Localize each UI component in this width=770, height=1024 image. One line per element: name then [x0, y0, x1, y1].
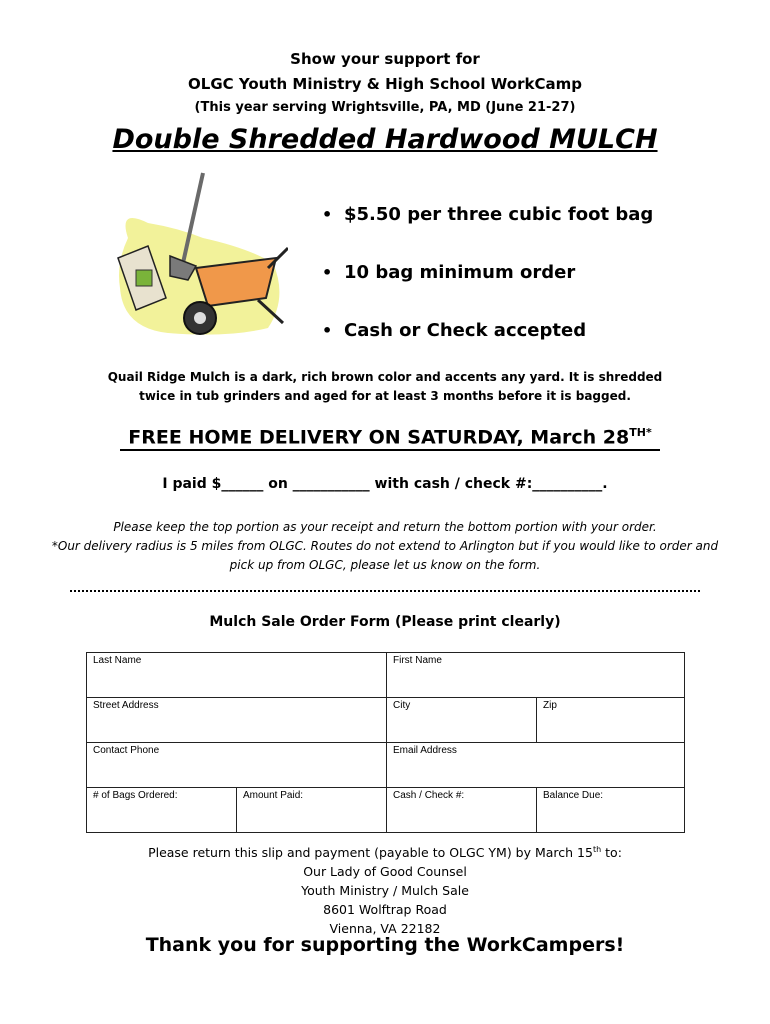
form-title: Mulch Sale Order Form (Please print clearly) [209, 614, 561, 630]
list-item: • Cash or Check accepted [322, 316, 742, 374]
return-line [0, 840, 770, 862]
address-line: Our Lady of Good Counsel [303, 864, 467, 880]
list-item: • $5.50 per three cubic foot bag [322, 200, 742, 258]
address-line: Youth Ministry / Mulch Sale [301, 883, 469, 899]
serving-line: (This year serving Wrightsville, PA, MD (June 21-27) [194, 100, 576, 115]
description: Quail Ridge Mulch is a dark, rich brown color and accents any yard. It is shredded twice in tub grinders and aged for at least 3 months before it is bagged. [107, 370, 663, 403]
table-row [87, 743, 685, 788]
amount-paid-field[interactable]: Amount Paid: [237, 788, 387, 833]
mulch-clipart-icon [108, 168, 288, 346]
city-field[interactable]: City [387, 698, 537, 743]
last-name-field[interactable]: Last Name [87, 653, 387, 698]
order-form-table [86, 652, 685, 833]
street-address-field[interactable]: Street Address [87, 698, 387, 743]
return-text: Please return this slip and payment (payable to OLGC YM) by March 15 [148, 845, 593, 861]
table-row [87, 788, 685, 833]
page-title: Double Shredded Hardwood MULCH [112, 124, 658, 155]
bags-ordered-field[interactable]: # of Bags Ordered: [87, 788, 237, 833]
return-sup: th [592, 845, 602, 854]
delivery-banner [120, 426, 660, 451]
list-item: • 10 bag minimum order [322, 258, 742, 316]
cash-check-field[interactable]: Cash / Check #: [387, 788, 537, 833]
table-row [87, 698, 685, 743]
org-line: OLGC Youth Ministry & High School WorkCamp [188, 75, 582, 93]
cut-line [70, 590, 700, 592]
receipt-line: I paid $______ on ___________ with cash / check #:__________. [162, 476, 608, 492]
return-instructions [0, 840, 770, 938]
address-line: 8601 Wolftrap Road [323, 902, 447, 918]
zip-field[interactable]: Zip [537, 698, 685, 743]
thank-you-line: Thank you for supporting the WorkCampers! [145, 934, 625, 956]
first-name-field[interactable]: First Name [387, 653, 685, 698]
email-address-field[interactable]: Email Address [387, 743, 685, 788]
delivery-suffix: TH* [629, 426, 652, 439]
address-line: Vienna, VA 22182 [329, 921, 441, 937]
delivery-radius-note: *Our delivery radius is 5 miles from OLGC. Routes do not extend to Arlington but if you would like to order and pick up from OLGC, please let us know on the form. [51, 539, 719, 572]
instruction-line: Please keep the top portion as your receipt and return the bottom portion with your order. [113, 520, 657, 534]
support-line: Show your support for [290, 50, 480, 68]
delivery-text: FREE HOME DELIVERY ON SATURDAY, March 28 [128, 426, 630, 449]
table-row [87, 653, 685, 698]
balance-due-field[interactable]: Balance Due: [537, 788, 685, 833]
feature-list [322, 200, 742, 374]
instructions [40, 518, 730, 575]
return-text-post: to: [601, 845, 622, 861]
contact-phone-field[interactable]: Contact Phone [87, 743, 387, 788]
